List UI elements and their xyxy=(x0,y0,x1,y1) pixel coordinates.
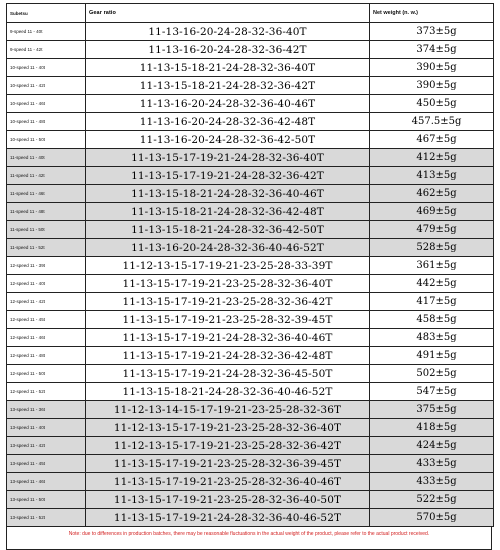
gear-ratio-cell: 11-12-13-14-15-17-19-21-23-25-28-32-36T xyxy=(86,401,370,419)
subtitle-cell: 12-speed 11 - 42t xyxy=(7,293,86,311)
subtitle-cell: 11-speed 11 - 52t xyxy=(7,239,86,257)
subtitle-cell: 11-speed 11 - 48t xyxy=(7,203,86,221)
subtitle-cell: 12-speed 11 - 46t xyxy=(7,329,86,347)
gear-ratio-cell: 11-13-15-17-19-21-24-28-32-36-40-46-52T xyxy=(86,509,370,527)
net-weight-cell: 570±5g xyxy=(370,509,494,527)
subtitle-cell: 12-speed 11 - 48t xyxy=(7,347,86,365)
gear-ratio-cell: 11-13-15-17-19-21-24-28-32-36-42T xyxy=(86,167,370,185)
subtitle-cell: 13-speed 11 - 45t xyxy=(7,455,86,473)
net-weight-cell: 547±5g xyxy=(370,383,494,401)
gear-ratio-cell: 11-13-16-20-24-28-32-36-42-48T xyxy=(86,113,370,131)
subtitle-cell: 11-speed 11 - 46t xyxy=(7,185,86,203)
table-row xyxy=(7,419,494,437)
table-body xyxy=(7,23,494,527)
table-row xyxy=(7,239,494,257)
subtitle-cell: 13-speed 11 - 36t xyxy=(7,401,86,419)
subtitle-cell: 10-speed 11 - 40t xyxy=(7,59,86,77)
gear-ratio-cell: 11-13-15-17-19-21-23-25-28-32-36-39-45T xyxy=(86,455,370,473)
net-weight-cell: 413±5g xyxy=(370,167,494,185)
gear-ratio-cell: 11-13-16-20-24-28-32-36-42-50T xyxy=(86,131,370,149)
subtitle-cell: 13-speed 11 - 52t xyxy=(7,509,86,527)
subtitle-cell: 13-speed 11 - 42t xyxy=(7,437,86,455)
net-weight-cell: 467±5g xyxy=(370,131,494,149)
table-row xyxy=(7,473,494,491)
subtitle-cell: 12-speed 11 - 40t xyxy=(7,275,86,293)
gear-ratio-cell: 11-13-15-18-21-24-28-32-36-40-46-52T xyxy=(86,383,370,401)
table-row xyxy=(7,185,494,203)
gear-ratio-cell: 11-13-16-20-24-28-32-36-40-46-52T xyxy=(86,239,370,257)
subtitle-cell: 13-speed 11 - 40t xyxy=(7,419,86,437)
net-weight-cell: 417±5g xyxy=(370,293,494,311)
net-weight-cell: 458±5g xyxy=(370,311,494,329)
gear-ratio-cell: 11-12-13-15-17-19-21-23-25-28-33-39T xyxy=(86,257,370,275)
gear-ratio-sheet xyxy=(6,3,494,550)
subtitle-cell: 10-speed 11 - 48t xyxy=(7,113,86,131)
table-row xyxy=(7,77,494,95)
gear-ratio-cell: 11-12-13-15-17-19-21-23-25-28-32-36-42T xyxy=(86,437,370,455)
header-gear-ratio: Gear ratio xyxy=(86,4,370,23)
gear-ratio-cell: 11-13-15-18-21-24-28-32-36-42-50T xyxy=(86,221,370,239)
table-row xyxy=(7,275,494,293)
net-weight-cell: 457.5±5g xyxy=(370,113,494,131)
table-row xyxy=(7,59,494,77)
table-row xyxy=(7,401,494,419)
net-weight-cell: 424±5g xyxy=(370,437,494,455)
table-row xyxy=(7,329,494,347)
gear-ratio-cell: 11-13-15-18-21-24-28-32-36-40T xyxy=(86,59,370,77)
subtitle-cell: 12-speed 11 - 52t xyxy=(7,383,86,401)
net-weight-cell: 462±5g xyxy=(370,185,494,203)
net-weight-cell: 375±5g xyxy=(370,401,494,419)
gear-ratio-cell: 11-13-16-20-24-28-32-36-42T xyxy=(86,41,370,59)
gear-ratio-cell: 11-13-15-17-19-21-24-28-32-36-40-46T xyxy=(86,329,370,347)
table-row xyxy=(7,383,494,401)
table-row xyxy=(7,455,494,473)
gear-ratio-cell: 11-13-16-20-24-28-32-36-40T xyxy=(86,23,370,41)
subtitle-cell: 13-speed 11 - 50t xyxy=(7,491,86,509)
gear-ratio-cell: 11-13-15-17-19-21-24-28-32-36-45-50T xyxy=(86,365,370,383)
header-row xyxy=(7,4,494,23)
table-row xyxy=(7,365,494,383)
subtitle-cell: 9-speed 11 - 40t xyxy=(7,23,86,41)
net-weight-cell: 433±5g xyxy=(370,455,494,473)
net-weight-cell: 412±5g xyxy=(370,149,494,167)
table-row xyxy=(7,131,494,149)
gear-ratio-cell: 11-13-16-20-24-28-32-36-40-46T xyxy=(86,95,370,113)
net-weight-cell: 479±5g xyxy=(370,221,494,239)
net-weight-cell: 469±5g xyxy=(370,203,494,221)
net-weight-cell: 450±5g xyxy=(370,95,494,113)
net-weight-cell: 483±5g xyxy=(370,329,494,347)
table-row xyxy=(7,167,494,185)
table-row xyxy=(7,95,494,113)
net-weight-cell: 373±5g xyxy=(370,23,494,41)
header-subtitle: Subetsu xyxy=(7,4,86,23)
table-row xyxy=(7,41,494,59)
net-weight-cell: 491±5g xyxy=(370,347,494,365)
weight-note: Note: due to differences in production batches, there may be reasonable fluctuations in the actual weight of the product, please refer to the actual product received. xyxy=(6,527,492,550)
subtitle-cell: 10-speed 11 - 46t xyxy=(7,95,86,113)
subtitle-cell: 11-speed 11 - 40t xyxy=(7,149,86,167)
table-row xyxy=(7,203,494,221)
gear-ratio-cell: 11-13-15-17-19-21-23-25-28-32-36-40-50T xyxy=(86,491,370,509)
table-row xyxy=(7,347,494,365)
table-row xyxy=(7,23,494,41)
subtitle-cell: 10-speed 11 - 42t xyxy=(7,77,86,95)
gear-ratio-cell: 11-12-13-15-17-19-21-23-25-28-32-36-40T xyxy=(86,419,370,437)
net-weight-cell: 528±5g xyxy=(370,239,494,257)
net-weight-cell: 442±5g xyxy=(370,275,494,293)
net-weight-cell: 390±5g xyxy=(370,77,494,95)
gear-ratio-cell: 11-13-15-18-21-24-28-32-36-42-48T xyxy=(86,203,370,221)
table-row xyxy=(7,293,494,311)
table-row xyxy=(7,149,494,167)
net-weight-cell: 522±5g xyxy=(370,491,494,509)
gear-ratio-cell: 11-13-15-18-21-24-28-32-36-40-46T xyxy=(86,185,370,203)
net-weight-cell: 361±5g xyxy=(370,257,494,275)
subtitle-cell: 10-speed 11 - 50t xyxy=(7,131,86,149)
net-weight-cell: 502±5g xyxy=(370,365,494,383)
subtitle-cell: 13-speed 11 - 46t xyxy=(7,473,86,491)
gear-ratio-table xyxy=(6,3,494,527)
table-row xyxy=(7,311,494,329)
table-row xyxy=(7,113,494,131)
net-weight-cell: 390±5g xyxy=(370,59,494,77)
table-row xyxy=(7,437,494,455)
subtitle-cell: 11-speed 11 - 50t xyxy=(7,221,86,239)
gear-ratio-cell: 11-13-15-17-19-21-23-25-28-32-36-40T xyxy=(86,275,370,293)
gear-ratio-cell: 11-13-15-17-19-21-23-25-28-32-36-42T xyxy=(86,293,370,311)
gear-ratio-cell: 11-13-15-17-19-21-23-25-28-32-39-45T xyxy=(86,311,370,329)
net-weight-cell: 433±5g xyxy=(370,473,494,491)
table-row xyxy=(7,509,494,527)
subtitle-cell: 9-speed 11 - 42t xyxy=(7,41,86,59)
gear-ratio-cell: 11-13-15-17-19-21-24-28-32-36-42-48T xyxy=(86,347,370,365)
gear-ratio-cell: 11-13-15-17-19-21-24-28-32-36-40T xyxy=(86,149,370,167)
subtitle-cell: 12-speed 11 - 45t xyxy=(7,311,86,329)
table-row xyxy=(7,221,494,239)
subtitle-cell: 11-speed 11 - 42t xyxy=(7,167,86,185)
gear-ratio-cell: 11-13-15-18-21-24-28-32-36-42T xyxy=(86,77,370,95)
table-row xyxy=(7,257,494,275)
net-weight-cell: 374±5g xyxy=(370,41,494,59)
gear-ratio-cell: 11-13-15-17-19-21-23-25-28-32-36-40-46T xyxy=(86,473,370,491)
header-net-weight: Net weight (n. w.) xyxy=(370,4,494,23)
subtitle-cell: 12-speed 11 - 50t xyxy=(7,365,86,383)
subtitle-cell: 12-speed 11 - 39t xyxy=(7,257,86,275)
net-weight-cell: 418±5g xyxy=(370,419,494,437)
